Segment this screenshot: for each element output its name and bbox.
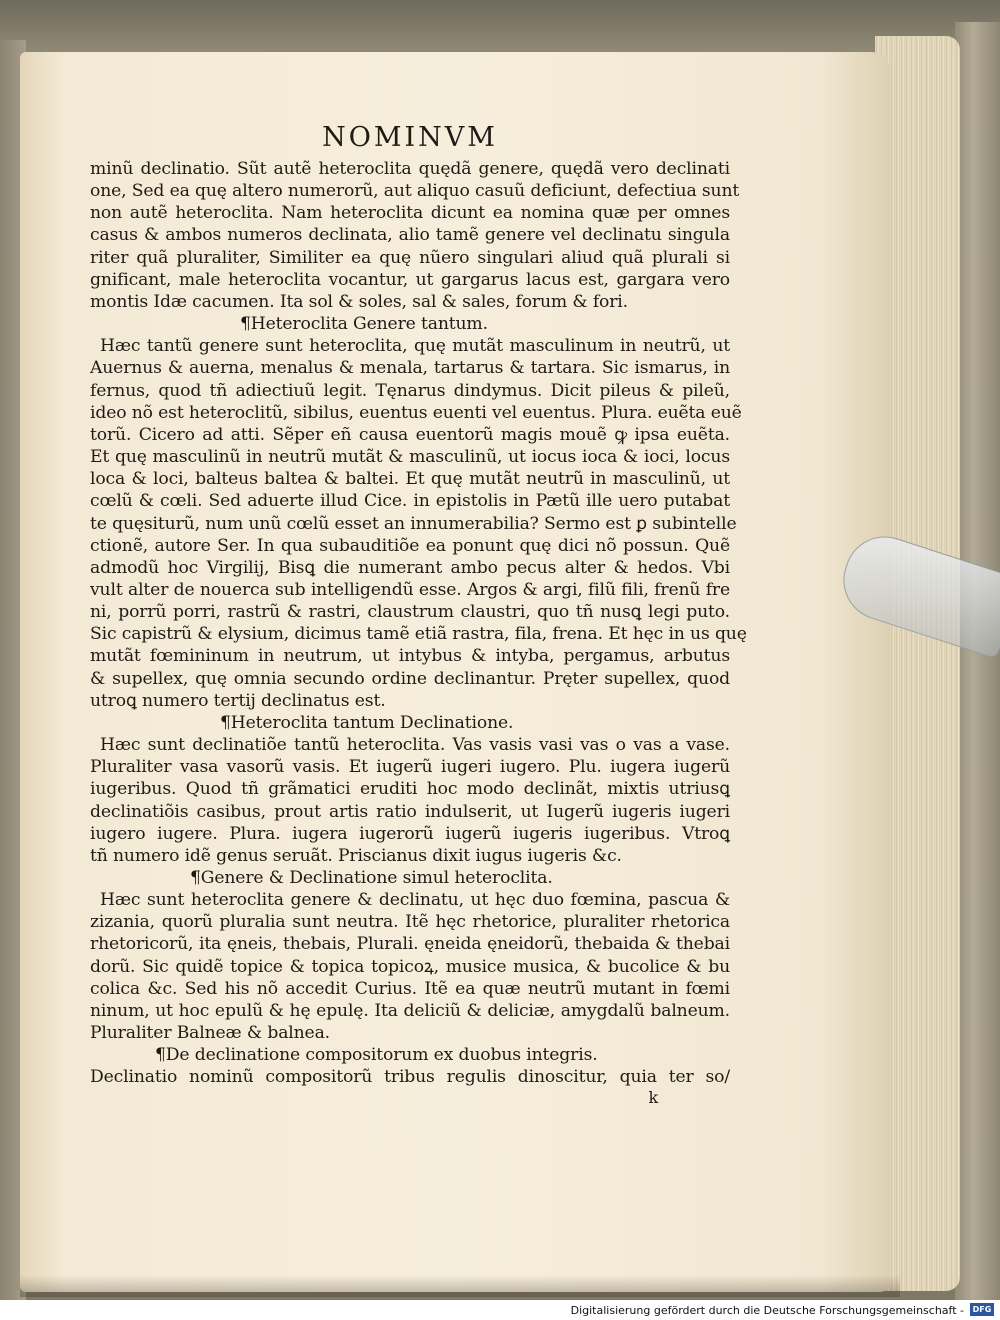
text-line: riter quã pluraliter, Similiter ea quę nũero singulari aliud quã plurali si: [90, 247, 730, 268]
text-line: casus & ambos numeros declinata, alio tamẽ genere vel declinatu singula: [90, 225, 730, 246]
text-line: admodũ hoc Virgilij, Bisꝗ die numerant ambo pecus alter & hedos. Vbi: [90, 557, 730, 578]
text-line: gnificant, male heteroclita vocantur, ut gargarus lacus est, gargara vero: [90, 269, 730, 290]
text-line: torũ. Cicero ad atti. Sẽper eñ causa euentorũ magis mouẽ ꝙ ipsa euẽta.: [90, 424, 730, 445]
text-line: Hæc tantũ genere sunt heteroclita, quę mutãt masculinum in neutrũ, ut: [100, 336, 730, 357]
text-line: declinatiõis casibus, prout artis ratio indulserit, ut Iugerũ iugeris iugeri: [90, 801, 730, 822]
section-paragraph: [90, 1066, 730, 1088]
text-line: ctionẽ, autore Ser. In qua subauditiõe ea ponunt quę dici nõ possun. Quẽ: [90, 535, 730, 556]
text-line: loca & loci, balteus baltea & baltei. Et quę mutãt neutrũ in masculinũ, ut: [90, 469, 730, 490]
footer-credit: Digitalisierung gefördert durch die Deutsche Forschungsgemeinschaft -: [570, 1304, 964, 1317]
section-title: ¶De declinatione compositorum ex duobus integris.: [155, 1045, 598, 1066]
text-line: colica &c. Sed his nõ accedit Curius. Itẽ ea quæ neutrũ mutant in fœmi: [90, 978, 730, 999]
section-paragraph: [90, 889, 730, 1044]
text-line: ideo nõ est heteroclitũ, sibilus, euentus euenti vel euentus. Plura. euẽta euẽ: [90, 402, 742, 423]
text-line: Auernus & auerna, menalus & menala, tartarus & tartara. Sic ismarus, in: [90, 358, 730, 379]
section-paragraph: [90, 335, 747, 712]
intro-paragraph: [90, 158, 740, 313]
text-line: rhetoricorũ, ita ęneis, thebais, Plurali. ęneida ęneidorũ, thebaida & thebai: [90, 934, 730, 955]
text-line: one, Sed ea quę altero numerorũ, aut aliquo casuũ deficiunt, defectiua sunt: [90, 181, 740, 202]
text-line: iugeribus. Quod tñ grãmatici eruditi hoc modo declinãt, mixtis utriusꝗ: [90, 779, 730, 800]
text-line: Sic capistrũ & elysium, dicimus tamẽ etiã rastra, fila, frena. Et hęc in us quę: [90, 624, 747, 645]
text-line: dorũ. Sic quidẽ topice & topica topicoꝝ, musice musica, & bucolice & bu: [90, 956, 730, 977]
signature-mark: k: [648, 1087, 658, 1107]
section-paragraph: [90, 734, 730, 867]
text-line: utroꝗ numero tertij declinatus est.: [90, 690, 386, 711]
section-title: ¶Heteroclita tantum Declinatione.: [220, 712, 514, 733]
text-line: Hæc sunt heteroclita genere & declinatu, ut hęc duo fœmina, pascua &: [100, 890, 730, 911]
text-line: zizania, quorũ pluralia sunt neutra. Itẽ hęc rhetorice, pluraliter rhetorica: [90, 912, 730, 933]
text-line: cœlũ & cœli. Sed aduerte illud Cice. in epistolis in Pætũ ille uero putabat: [90, 491, 730, 512]
text-line: te quęsiturũ, num unũ cœlũ esset an innumerabilia? Sermo est ꝑ subintelle: [90, 513, 737, 534]
book-cover-right: [955, 22, 1000, 1300]
text-line: tñ numero idẽ genus seruãt. Priscianus dixit iugus iugeris &c.: [90, 845, 622, 866]
section-title: ¶Genere & Declinatione simul heteroclita.: [190, 868, 553, 888]
text-line: non autẽ heteroclita. Nam heteroclita dicunt ea nomina quæ per omnes: [90, 203, 730, 224]
section-title: ¶Heteroclita Genere tantum.: [240, 314, 488, 335]
dfg-logo: DFG: [970, 1303, 994, 1316]
text-line: fernus, quod tñ adiectiuũ legit. Tęnarus dindymus. Dicit pileus & pileũ,: [90, 380, 730, 401]
text-line: ni, porrũ porri, rastrũ & rastri, claustrum claustri, quo tñ nusꝗ legi puto.: [90, 602, 730, 623]
text-line: & supellex, quę omnia secundo ordine declinantur. Pręter supellex, quod: [90, 668, 730, 689]
text-line: Pluraliter Balneæ & balnea.: [90, 1023, 330, 1044]
text-line: vult alter de nouerca sub intelligendũ esse. Argos & argi, filũ fili, frenũ fre: [90, 579, 730, 600]
footer: [0, 1300, 1000, 1320]
text-line: montis Idæ cacumen. Ita sol & soles, sal & sales, forum & fori.: [90, 291, 628, 312]
text-line: minũ declinatio. Sũt autẽ heteroclita quędã genere, quędã vero declinati: [90, 159, 730, 179]
text-line: ninum, ut hoc epulũ & hę epulę. Ita deliciũ & deliciæ, amygdalũ balneum.: [90, 1000, 730, 1021]
text-line: iugero iugere. Plura. iugera iugerorũ iugerũ iugeris iugeribus. Vtroꝗ: [90, 823, 730, 844]
running-head: NOMINVM: [322, 122, 498, 153]
text-line: Et quę masculinũ in neutrũ mutãt & masculinũ, ut iocus ioca & ioci, locus: [90, 447, 730, 468]
text-line: Declinatio nominũ compositorũ tribus regulis dinoscitur, quia ter so/: [90, 1067, 730, 1088]
page-shadow: [20, 1275, 900, 1297]
page-text: [90, 118, 747, 1107]
text-line: Pluraliter vasa vasorũ vasis. Et iugerũ iugeri iugero. Plu. iugera iugerũ: [90, 757, 730, 778]
text-line: mutãt fœmininum in neutrum, ut intybus & intyba, pergamus, arbutus: [90, 646, 730, 667]
text-line: Hæc sunt declinatiõe tantũ heteroclita. Vas vasis vasi vas o vas a vase.: [100, 735, 730, 756]
